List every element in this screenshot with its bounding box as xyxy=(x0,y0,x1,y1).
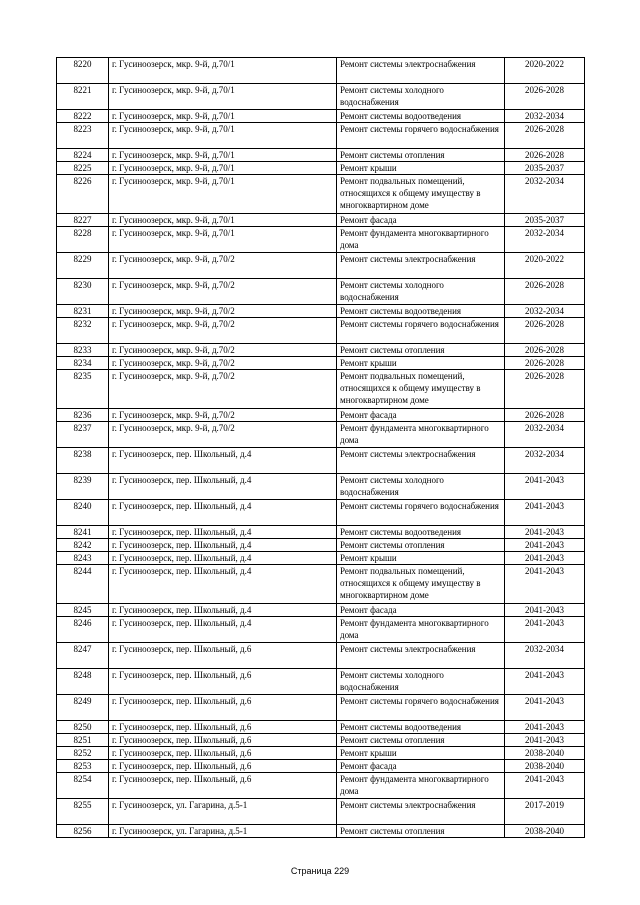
address-cell: г. Гусиноозерск, мкр. 9-й, д.70/2 xyxy=(109,344,337,357)
address-cell: г. Гусиноозерск, пер. Школьный, д.6 xyxy=(109,695,337,721)
row-number-cell: 8227 xyxy=(57,214,109,227)
table-row xyxy=(57,253,585,279)
address-cell: г. Гусиноозерск, пер. Школьный, д.4 xyxy=(109,474,337,500)
address-cell: г. Гусиноозерск, пер. Школьный, д.4 xyxy=(109,565,337,604)
table-row xyxy=(57,84,585,110)
work-type-cell: Ремонт подвальных помещений, относящихся к общему имуществу в многоквартирном доме xyxy=(337,175,505,214)
work-type-cell: Ремонт системы холодного водоснабжения xyxy=(337,84,505,110)
address-cell: г. Гусиноозерск, ул. Гагарина, д.5-1 xyxy=(109,799,337,825)
period-cell: 2020-2022 xyxy=(505,253,585,279)
row-number-cell: 8231 xyxy=(57,305,109,318)
table-row xyxy=(57,214,585,227)
table-row xyxy=(57,773,585,799)
period-cell: 2041-2043 xyxy=(505,500,585,526)
address-cell: г. Гусиноозерск, мкр. 9-й, д.70/2 xyxy=(109,409,337,422)
work-type-cell: Ремонт системы электроснабжения xyxy=(337,448,505,474)
work-type-cell: Ремонт системы отопления xyxy=(337,734,505,747)
work-type-cell: Ремонт крыши xyxy=(337,357,505,370)
address-cell: г. Гусиноозерск, пер. Школьный, д.4 xyxy=(109,539,337,552)
row-number-cell: 8228 xyxy=(57,227,109,253)
row-number-cell: 8246 xyxy=(57,617,109,643)
work-type-cell: Ремонт фундамента многоквартирного дома xyxy=(337,617,505,643)
period-cell: 2032-2034 xyxy=(505,227,585,253)
row-number-cell: 8248 xyxy=(57,669,109,695)
period-cell: 2026-2028 xyxy=(505,149,585,162)
table-row xyxy=(57,279,585,305)
work-type-cell: Ремонт системы отопления xyxy=(337,149,505,162)
period-cell: 2017-2019 xyxy=(505,799,585,825)
work-type-cell: Ремонт системы электроснабжения xyxy=(337,643,505,669)
table-row xyxy=(57,825,585,838)
period-cell: 2026-2028 xyxy=(505,370,585,409)
address-cell: г. Гусиноозерск, мкр. 9-й, д.70/1 xyxy=(109,58,337,84)
row-number-cell: 8222 xyxy=(57,110,109,123)
table-row xyxy=(57,357,585,370)
work-type-cell: Ремонт фасада xyxy=(337,409,505,422)
page-number: Страница 229 xyxy=(290,866,350,876)
address-cell: г. Гусиноозерск, пер. Школьный, д.6 xyxy=(109,773,337,799)
row-number-cell: 8253 xyxy=(57,760,109,773)
address-cell: г. Гусиноозерск, мкр. 9-й, д.70/2 xyxy=(109,318,337,344)
row-number-cell: 8230 xyxy=(57,279,109,305)
row-number-cell: 8245 xyxy=(57,604,109,617)
period-cell: 2041-2043 xyxy=(505,474,585,500)
work-type-cell: Ремонт системы отопления xyxy=(337,344,505,357)
period-cell: 2026-2028 xyxy=(505,123,585,149)
work-type-cell: Ремонт системы холодного водоснабжения xyxy=(337,279,505,305)
row-number-cell: 8236 xyxy=(57,409,109,422)
table-row xyxy=(57,110,585,123)
work-type-cell: Ремонт системы электроснабжения xyxy=(337,253,505,279)
table-row xyxy=(57,747,585,760)
address-cell: г. Гусиноозерск, мкр. 9-й, д.70/1 xyxy=(109,123,337,149)
period-cell: 2032-2034 xyxy=(505,175,585,214)
address-cell: г. Гусиноозерск, пер. Школьный, д.6 xyxy=(109,643,337,669)
period-cell: 2035-2037 xyxy=(505,162,585,175)
period-cell: 2026-2028 xyxy=(505,318,585,344)
work-type-cell: Ремонт крыши xyxy=(337,747,505,760)
row-number-cell: 8243 xyxy=(57,552,109,565)
address-cell: г. Гусиноозерск, мкр. 9-й, д.70/1 xyxy=(109,227,337,253)
table-row xyxy=(57,643,585,669)
work-type-cell: Ремонт фасада xyxy=(337,604,505,617)
period-cell: 2032-2034 xyxy=(505,448,585,474)
table-row xyxy=(57,448,585,474)
row-number-cell: 8247 xyxy=(57,643,109,669)
row-number-cell: 8250 xyxy=(57,721,109,734)
period-cell: 2026-2028 xyxy=(505,84,585,110)
address-cell: г. Гусиноозерск, мкр. 9-й, д.70/2 xyxy=(109,279,337,305)
table-row xyxy=(57,344,585,357)
table-row xyxy=(57,721,585,734)
address-cell: г. Гусиноозерск, мкр. 9-й, д.70/1 xyxy=(109,162,337,175)
address-cell: г. Гусиноозерск, пер. Школьный, д.4 xyxy=(109,617,337,643)
work-type-cell: Ремонт системы холодного водоснабжения xyxy=(337,669,505,695)
work-type-cell: Ремонт системы горячего водоснабжения xyxy=(337,500,505,526)
work-type-cell: Ремонт фасада xyxy=(337,214,505,227)
row-number-cell: 8241 xyxy=(57,526,109,539)
work-type-cell: Ремонт фасада xyxy=(337,760,505,773)
table-row xyxy=(57,175,585,214)
table-row xyxy=(57,604,585,617)
address-cell: г. Гусиноозерск, пер. Школьный, д.4 xyxy=(109,526,337,539)
table-row xyxy=(57,539,585,552)
repair-schedule-table xyxy=(56,57,585,838)
work-type-cell: Ремонт системы отопления xyxy=(337,825,505,838)
table-row xyxy=(57,734,585,747)
period-cell: 2041-2043 xyxy=(505,669,585,695)
row-number-cell: 8232 xyxy=(57,318,109,344)
row-number-cell: 8223 xyxy=(57,123,109,149)
work-type-cell: Ремонт фундамента многоквартирного дома xyxy=(337,422,505,448)
work-type-cell: Ремонт подвальных помещений, относящихся к общему имуществу в многоквартирном доме xyxy=(337,370,505,409)
row-number-cell: 8226 xyxy=(57,175,109,214)
table-row xyxy=(57,305,585,318)
address-cell: г. Гусиноозерск, пер. Школьный, д.4 xyxy=(109,448,337,474)
period-cell: 2032-2034 xyxy=(505,643,585,669)
row-number-cell: 8225 xyxy=(57,162,109,175)
work-type-cell: Ремонт системы водоотведения xyxy=(337,110,505,123)
row-number-cell: 8252 xyxy=(57,747,109,760)
period-cell: 2026-2028 xyxy=(505,279,585,305)
period-cell: 2041-2043 xyxy=(505,539,585,552)
address-cell: г. Гусиноозерск, мкр. 9-й, д.70/1 xyxy=(109,110,337,123)
period-cell: 2026-2028 xyxy=(505,344,585,357)
table-row xyxy=(57,526,585,539)
address-cell: г. Гусиноозерск, пер. Школьный, д.6 xyxy=(109,734,337,747)
row-number-cell: 8251 xyxy=(57,734,109,747)
row-number-cell: 8234 xyxy=(57,357,109,370)
address-cell: г. Гусиноозерск, мкр. 9-й, д.70/2 xyxy=(109,305,337,318)
period-cell: 2020-2022 xyxy=(505,58,585,84)
address-cell: г. Гусиноозерск, пер. Школьный, д.6 xyxy=(109,669,337,695)
table-row xyxy=(57,552,585,565)
period-cell: 2032-2034 xyxy=(505,110,585,123)
work-type-cell: Ремонт системы электроснабжения xyxy=(337,799,505,825)
work-type-cell: Ремонт крыши xyxy=(337,162,505,175)
row-number-cell: 8238 xyxy=(57,448,109,474)
work-type-cell: Ремонт системы горячего водоснабжения xyxy=(337,318,505,344)
table-row xyxy=(57,123,585,149)
row-number-cell: 8237 xyxy=(57,422,109,448)
address-cell: г. Гусиноозерск, мкр. 9-й, д.70/2 xyxy=(109,357,337,370)
table-row xyxy=(57,669,585,695)
table-row xyxy=(57,318,585,344)
address-cell: г. Гусиноозерск, пер. Школьный, д.6 xyxy=(109,721,337,734)
address-cell: г. Гусиноозерск, мкр. 9-й, д.70/1 xyxy=(109,84,337,110)
work-type-cell: Ремонт фундамента многоквартирного дома xyxy=(337,773,505,799)
address-cell: г. Гусиноозерск, мкр. 9-й, д.70/2 xyxy=(109,422,337,448)
period-cell: 2038-2040 xyxy=(505,825,585,838)
period-cell: 2041-2043 xyxy=(505,734,585,747)
table-row xyxy=(57,695,585,721)
row-number-cell: 8256 xyxy=(57,825,109,838)
work-type-cell: Ремонт системы водоотведения xyxy=(337,526,505,539)
row-number-cell: 8254 xyxy=(57,773,109,799)
period-cell: 2041-2043 xyxy=(505,604,585,617)
row-number-cell: 8233 xyxy=(57,344,109,357)
period-cell: 2035-2037 xyxy=(505,214,585,227)
period-cell: 2026-2028 xyxy=(505,409,585,422)
row-number-cell: 8229 xyxy=(57,253,109,279)
work-type-cell: Ремонт системы горячего водоснабжения xyxy=(337,695,505,721)
period-cell: 2041-2043 xyxy=(505,552,585,565)
table-row xyxy=(57,760,585,773)
row-number-cell: 8239 xyxy=(57,474,109,500)
row-number-cell: 8244 xyxy=(57,565,109,604)
period-cell: 2041-2043 xyxy=(505,526,585,539)
row-number-cell: 8240 xyxy=(57,500,109,526)
table-body xyxy=(57,58,585,838)
row-number-cell: 8242 xyxy=(57,539,109,552)
period-cell: 2041-2043 xyxy=(505,565,585,604)
table-row xyxy=(57,409,585,422)
address-cell: г. Гусиноозерск, пер. Школьный, д.6 xyxy=(109,747,337,760)
table-row xyxy=(57,162,585,175)
table-row xyxy=(57,799,585,825)
work-type-cell: Ремонт системы отопления xyxy=(337,539,505,552)
address-cell: г. Гусиноозерск, мкр. 9-й, д.70/2 xyxy=(109,253,337,279)
address-cell: г. Гусиноозерск, пер. Школьный, д.4 xyxy=(109,604,337,617)
address-cell: г. Гусиноозерск, пер. Школьный, д.4 xyxy=(109,552,337,565)
address-cell: г. Гусиноозерск, мкр. 9-й, д.70/1 xyxy=(109,214,337,227)
address-cell: г. Гусиноозерск, ул. Гагарина, д.5-1 xyxy=(109,825,337,838)
work-type-cell: Ремонт фундамента многоквартирного дома xyxy=(337,227,505,253)
row-number-cell: 8220 xyxy=(57,58,109,84)
address-cell: г. Гусиноозерск, пер. Школьный, д.6 xyxy=(109,760,337,773)
address-cell: г. Гусиноозерск, пер. Школьный, д.4 xyxy=(109,500,337,526)
table-row xyxy=(57,565,585,604)
address-cell: г. Гусиноозерск, мкр. 9-й, д.70/1 xyxy=(109,149,337,162)
table-row xyxy=(57,617,585,643)
work-type-cell: Ремонт подвальных помещений, относящихся к общему имуществу в многоквартирном доме xyxy=(337,565,505,604)
table-row xyxy=(57,227,585,253)
period-cell: 2032-2034 xyxy=(505,422,585,448)
period-cell: 2026-2028 xyxy=(505,357,585,370)
table-row xyxy=(57,474,585,500)
work-type-cell: Ремонт системы электроснабжения xyxy=(337,58,505,84)
row-number-cell: 8235 xyxy=(57,370,109,409)
work-type-cell: Ремонт крыши xyxy=(337,552,505,565)
row-number-cell: 8249 xyxy=(57,695,109,721)
table-row xyxy=(57,500,585,526)
table-row xyxy=(57,149,585,162)
table-row xyxy=(57,370,585,409)
period-cell: 2041-2043 xyxy=(505,721,585,734)
period-cell: 2041-2043 xyxy=(505,617,585,643)
period-cell: 2041-2043 xyxy=(505,773,585,799)
work-type-cell: Ремонт системы холодного водоснабжения xyxy=(337,474,505,500)
period-cell: 2041-2043 xyxy=(505,695,585,721)
row-number-cell: 8255 xyxy=(57,799,109,825)
period-cell: 2038-2040 xyxy=(505,747,585,760)
table-row xyxy=(57,58,585,84)
work-type-cell: Ремонт системы горячего водоснабжения xyxy=(337,123,505,149)
row-number-cell: 8224 xyxy=(57,149,109,162)
row-number-cell: 8221 xyxy=(57,84,109,110)
work-type-cell: Ремонт системы водоотведения xyxy=(337,305,505,318)
period-cell: 2032-2034 xyxy=(505,305,585,318)
address-cell: г. Гусиноозерск, мкр. 9-й, д.70/1 xyxy=(109,175,337,214)
address-cell: г. Гусиноозерск, мкр. 9-й, д.70/2 xyxy=(109,370,337,409)
period-cell: 2038-2040 xyxy=(505,760,585,773)
work-type-cell: Ремонт системы водоотведения xyxy=(337,721,505,734)
table-row xyxy=(57,422,585,448)
